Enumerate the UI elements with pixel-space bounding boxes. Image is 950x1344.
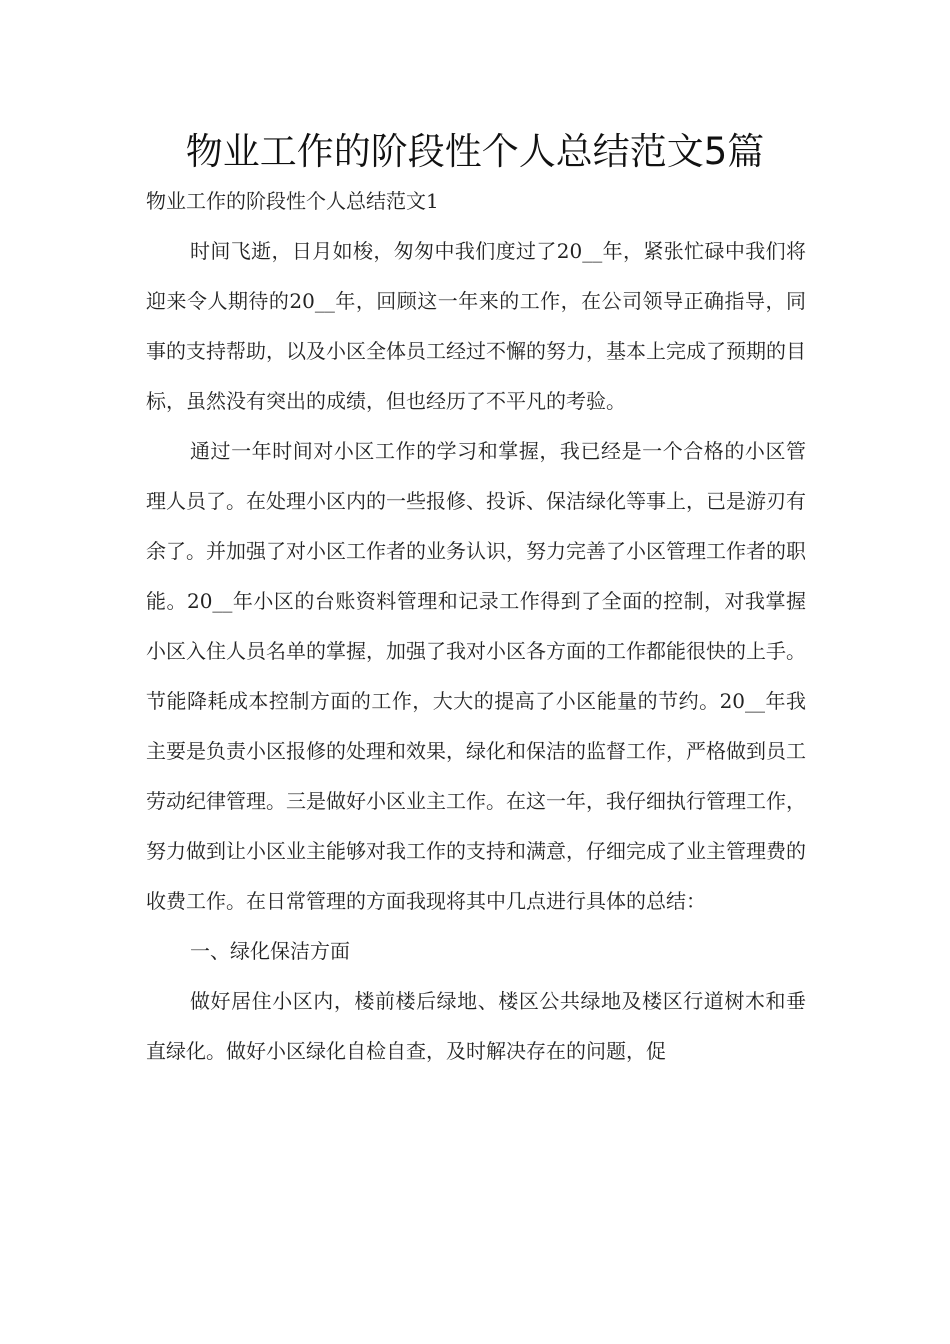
document-title: 物业工作的阶段性个人总结范文5篇 (185, 130, 765, 173)
document-body (146, 226, 806, 1076)
paragraph-intro: 时间飞逝，日月如梭，匆匆中我们度过了20__年，紧张忙碌中我们将迎来令人期待的20__年，回顾这一年来的工作，在公司领导正确指导，同事的支持帮助，以及小区全体员工经过不懈的努力，基本上完成了预期的目标，虽然没有突出的成绩，但也经历了不平凡的考验。 (146, 239, 806, 413)
section-heading: 物业工作的阶段性个人总结范文1 (146, 189, 439, 213)
paragraph-heading-greening: 一、绿化保洁方面 (190, 939, 350, 963)
paragraph-greening: 做好居住小区内，楼前楼后绿地、楼区公共绿地及楼区行道树木和垂直绿化。做好小区绿化自检自查，及时解决存在的问题，促 (146, 989, 806, 1063)
paragraph-work-summary: 通过一年时间对小区工作的学习和掌握，我已经是一个合格的小区管理人员了。在处理小区内的一些报修、投诉、保洁绿化等事上，已是游刃有余了。并加强了对小区工作者的业务认识，努力完善了小区管理工作者的职能。20__年小区的台账资料管理和记录工作得到了全面的控制，对我掌握小区入住人员名单的掌握，加强了我对小区各方面的工作都能很快的上手。节能降耗成本控制方面的工作，大大的提高了小区能量的节约。20__年我主要是负责小区报修的处理和效果，绿化和保洁的监督工作，严格做到员工劳动纪律管理。三是做好小区业主工作。在这一年，我仔细执行管理工作，努力做到让小区业主能够对我工作的支持和满意，仔细完成了业主管理费的收费工作。在日常管理的方面我现将其中几点进行具体的总结： (146, 439, 806, 913)
